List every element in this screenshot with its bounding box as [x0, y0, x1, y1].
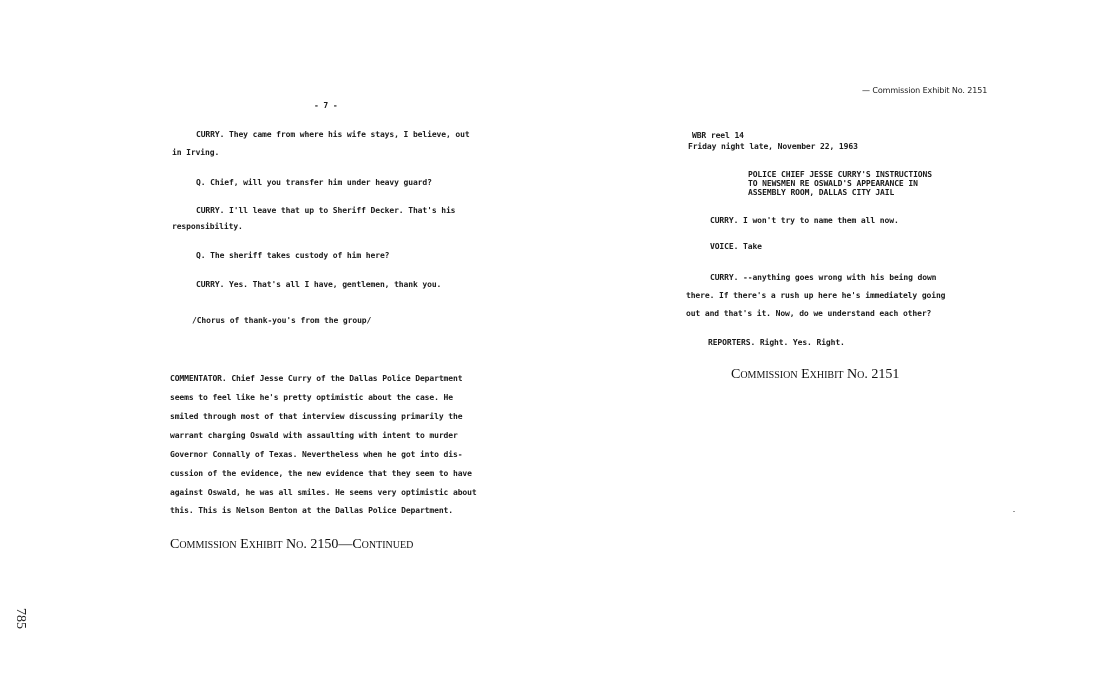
- transcript-line: cussion of the evidence, the new evidence that they seem to have: [170, 469, 472, 478]
- transcript-line: REPORTERS. Right. Yes. Right.: [708, 338, 845, 347]
- reel-line: WBR reel 14: [692, 131, 744, 140]
- transcript-line: CURRY. I'll leave that up to Sheriff Decker. That's his: [196, 206, 456, 215]
- transcript-line: Governor Connally of Texas. Nevertheless when he got into dis-: [170, 450, 463, 459]
- transcript-line: against Oswald, he was all smiles. He seems very optimistic about: [170, 488, 477, 497]
- scan-speck: [1013, 511, 1015, 512]
- transcript-line: CURRY. Yes. That's all I have, gentlemen, thank you.: [196, 280, 442, 289]
- transcript-line: /Chorus of thank-you's from the group/: [192, 316, 372, 325]
- transcript-line: this. This is Nelson Benton at the Dallas Police Department.: [170, 506, 453, 515]
- transcript-line: seems to feel like he's pretty optimistic about the case. He: [170, 393, 453, 402]
- date-line: Friday night late, November 22, 1963: [688, 142, 858, 151]
- heading-line: ASSEMBLY ROOM, DALLAS CITY JAIL: [748, 188, 895, 197]
- heading-line: TO NEWSMEN RE OSWALD'S APPEARANCE IN: [748, 179, 918, 188]
- transcript-line: there. If there's a rush up here he's immediately going: [686, 291, 946, 300]
- exhibit-header: — Commission Exhibit No. 2151: [862, 86, 988, 95]
- side-page-number: 785: [13, 608, 28, 629]
- transcript-line: in Irving.: [172, 148, 220, 157]
- transcript-line: COMMENTATOR. Chief Jesse Curry of the Dallas Police Department: [170, 374, 463, 383]
- transcript-line: VOICE. Take: [710, 242, 762, 251]
- transcript-line: warrant charging Oswald with assaulting with intent to murder: [170, 431, 458, 440]
- page-marker: - 7 -: [314, 101, 338, 110]
- transcript-line: Q. Chief, will you transfer him under heavy guard?: [196, 178, 432, 187]
- exhibit-caption-left: Commission Exhibit No. 2150—Continued: [170, 537, 414, 552]
- transcript-line: CURRY. --anything goes wrong with his being down: [710, 273, 937, 282]
- transcript-line: out and that's it. Now, do we understand each other?: [686, 309, 932, 318]
- exhibit-caption-right: Commission Exhibit No. 2151: [731, 367, 900, 382]
- transcript-line: CURRY. I won't try to name them all now.: [710, 216, 899, 225]
- transcript-line: smiled through most of that interview discussing primarily the: [170, 412, 463, 421]
- heading-line: POLICE CHIEF JESSE CURRY'S INSTRUCTIONS: [748, 170, 932, 179]
- transcript-line: Q. The sheriff takes custody of him here?: [196, 251, 390, 260]
- transcript-line: responsibility.: [172, 222, 243, 231]
- transcript-line: CURRY. They came from where his wife stays, I believe, out: [196, 130, 470, 139]
